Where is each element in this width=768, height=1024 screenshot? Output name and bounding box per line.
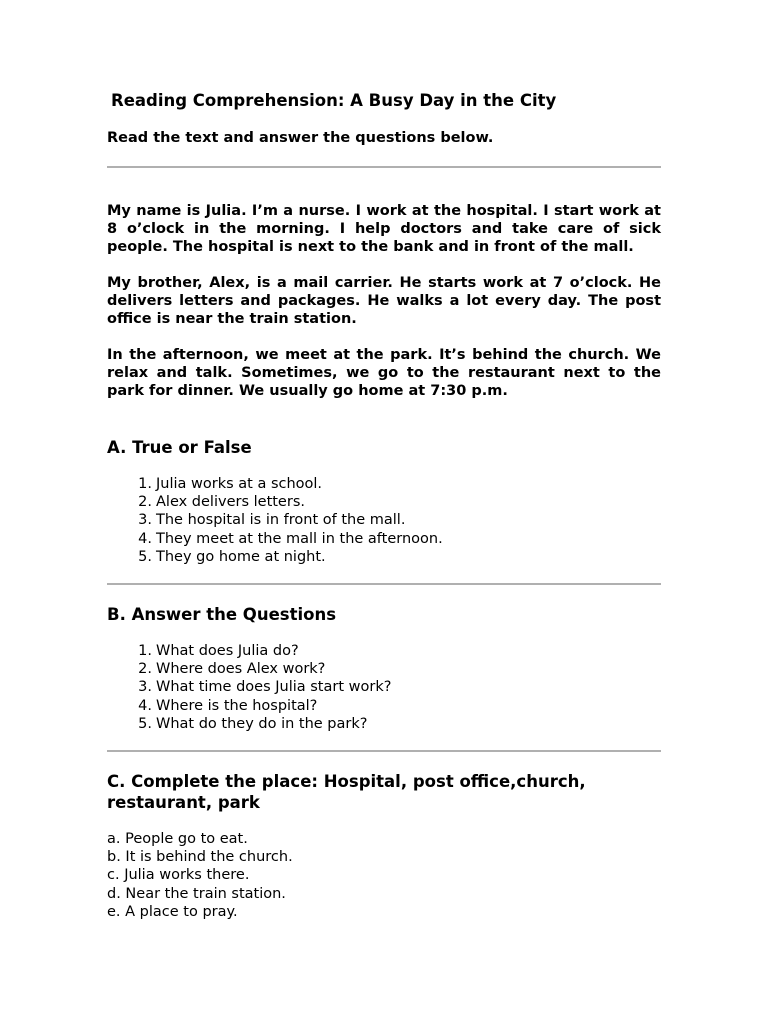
item-number: 2. (138, 661, 152, 678)
section-c-heading: C. Complete the place: Hospital, post office,church, restaurant, park (107, 772, 586, 812)
item-number: 4. (138, 697, 152, 714)
passage-paragraph: My name is Julia. I’m a nurse. I work at the hospital. I start work at 8 o’clock in the morning. I help doctors and take care of sick people. The hospital is next to the bank and in front of the mall. (107, 203, 661, 255)
list-item (107, 678, 661, 696)
list-item (107, 715, 661, 733)
section-c-list (107, 830, 661, 921)
list-item (107, 642, 661, 660)
worksheet-title: Reading Comprehension: A Busy Day in the City (111, 91, 557, 110)
item-text: Julia works at a school. (156, 476, 323, 492)
list-item (107, 548, 661, 566)
list-item: e. A place to pray. (107, 903, 238, 920)
item-text: They go home at night. (156, 548, 326, 565)
divider (107, 750, 661, 752)
divider (107, 583, 661, 585)
section-a-heading: A. True or False (107, 438, 252, 457)
item-number: 1. (138, 643, 152, 659)
list-item: b. It is behind the church. (107, 849, 293, 866)
item-text: The hospital is in front of the mall. (156, 512, 406, 529)
item-number: 3. (138, 679, 152, 696)
item-text: What time does Julia start work? (156, 679, 392, 696)
list-item (107, 475, 661, 493)
item-text: What does Julia do? (156, 643, 299, 659)
item-number: 1. (138, 476, 152, 492)
list-item: c. Julia works there. (107, 867, 250, 884)
item-number: 4. (138, 530, 152, 547)
worksheet-instruction: Read the text and answer the questions below. (107, 130, 494, 146)
list-item (107, 530, 661, 548)
list-item: d. Near the train station. (107, 885, 286, 902)
item-number: 5. (138, 715, 152, 732)
passage-paragraph: My brother, Alex, is a mail carrier. He starts work at 7 o’clock. He delivers letters and packages. He walks a lot every day. The post office is near the train station. (107, 275, 661, 327)
section-b-heading: B. Answer the Questions (107, 605, 337, 624)
passage-paragraph: In the afternoon, we meet at the park. It’s behind the church. We relax and talk. Sometimes, we go to the restaurant next to the park for dinner. We usually go home at 7:30 p.m. (107, 347, 661, 399)
list-item: a. People go to eat. (107, 831, 248, 847)
list-item (107, 660, 661, 678)
item-number: 3. (138, 512, 152, 529)
item-text: What do they do in the park? (156, 715, 368, 732)
item-text: Where is the hospital? (156, 697, 318, 714)
section-a-list (107, 475, 661, 566)
list-item (107, 511, 661, 529)
item-number: 5. (138, 548, 152, 565)
item-number: 2. (138, 494, 152, 511)
divider (107, 166, 661, 168)
list-item (107, 697, 661, 715)
list-item (107, 493, 661, 511)
section-b-list (107, 642, 661, 733)
item-text: Alex delivers letters. (156, 494, 305, 511)
item-text: They meet at the mall in the afternoon. (156, 530, 443, 547)
item-text: Where does Alex work? (156, 661, 326, 678)
